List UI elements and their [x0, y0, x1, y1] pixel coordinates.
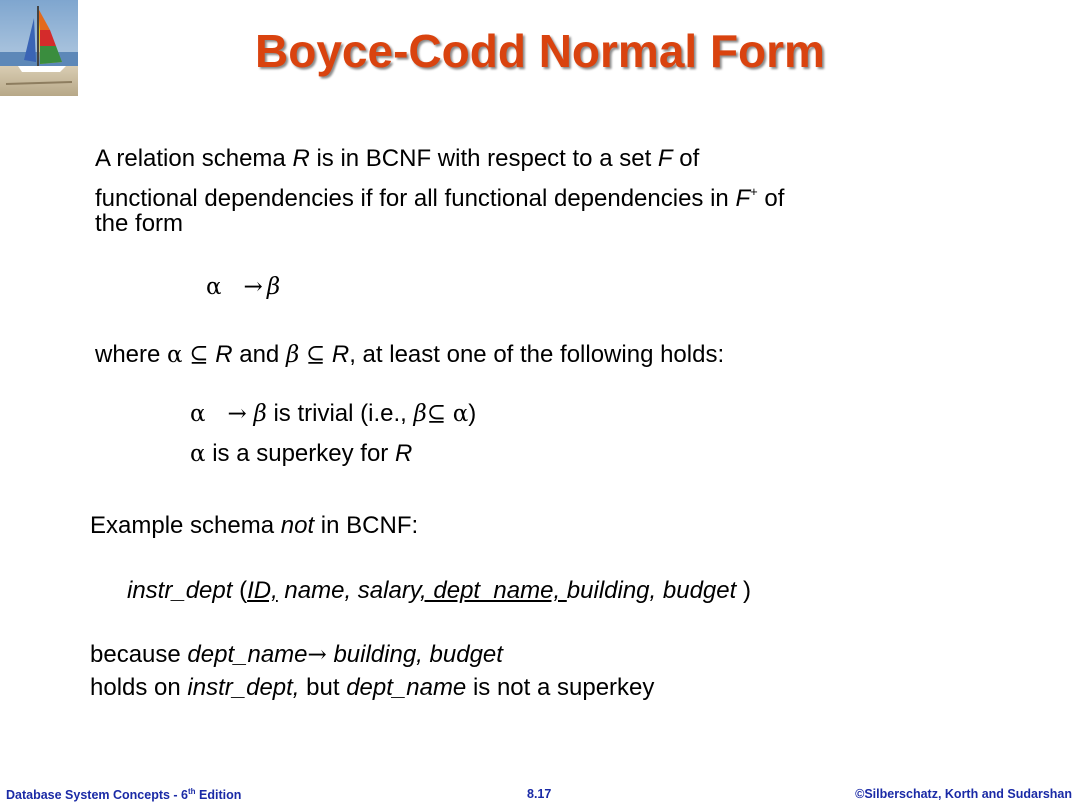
text: th [188, 787, 196, 796]
text: of [672, 145, 700, 172]
arrow-symbol: → [227, 401, 247, 427]
where-line [95, 338, 724, 372]
text: holds on [90, 674, 188, 701]
text: is not a superkey [466, 674, 655, 701]
text: Database System Concepts - 6 [6, 788, 189, 802]
arrow-symbol: → [307, 642, 327, 668]
fd-rhs: building, budget [326, 641, 503, 668]
var-R: R [331, 341, 350, 368]
subset-symbol: ⊆ [189, 342, 209, 368]
text: is in BCNF with respect to a set [309, 145, 658, 172]
relation-name: instr_dept [127, 577, 233, 604]
relation-name: instr_dept, [187, 674, 300, 701]
footer-left [6, 787, 241, 802]
schema-definition [127, 574, 751, 607]
footer-page-number: 8.17 [527, 787, 552, 801]
text: ( [232, 577, 248, 604]
subset-symbol: ⊆ [426, 401, 447, 427]
text: A relation schema [95, 145, 293, 172]
condition-trivial [190, 397, 476, 431]
alpha-symbol: α [452, 401, 469, 427]
alpha-symbol: α [206, 274, 222, 300]
text: Example schema [90, 512, 281, 539]
var-F: F [735, 185, 751, 212]
var-F: F [657, 145, 673, 172]
text: in BCNF: [314, 512, 419, 539]
beta-symbol: β [285, 342, 300, 368]
alpha-symbol: α [190, 441, 206, 467]
slide-title: Boyce-Codd Normal Form [255, 25, 825, 77]
var-R: R [292, 145, 310, 172]
key-attr-dept-name: , dept_name, [420, 577, 567, 604]
text: because [90, 641, 188, 668]
attr-name: dept_name [346, 674, 467, 701]
because-line-2 [90, 671, 654, 704]
text: ) [736, 577, 751, 604]
fd-lhs: dept_name [187, 641, 308, 668]
because-line-1 [90, 638, 503, 672]
definition-line-1 [95, 142, 699, 175]
beta-symbol: β [253, 401, 267, 427]
beta-symbol: β [413, 401, 427, 427]
example-heading [90, 509, 418, 542]
alpha-symbol: α [190, 401, 206, 427]
text: and [232, 341, 286, 368]
closure-plus: + [750, 184, 758, 199]
arrow-symbol: → [243, 274, 263, 300]
var-R: R [394, 440, 413, 467]
beta-symbol: β [266, 274, 281, 300]
text: , at least one of the following holds: [349, 341, 725, 368]
subset-symbol: ⊆ [305, 342, 326, 368]
attrs: building, budget [566, 577, 737, 604]
text: but [299, 674, 347, 701]
var-R: R [215, 341, 233, 368]
definition-line-3: the form [95, 210, 184, 237]
emphasis-not: not [280, 512, 315, 539]
definition-line-2 [95, 175, 784, 215]
condition-superkey [190, 437, 412, 471]
text: is a superkey for [205, 440, 395, 467]
fd-formula [206, 270, 280, 304]
text: is trivial (i.e., [266, 400, 414, 427]
key-attr-id: ID, [247, 577, 278, 604]
attrs: name, salary [277, 577, 421, 604]
alpha-symbol: α [167, 342, 183, 368]
text: ) [468, 400, 477, 427]
text: functional dependencies if for all functional dependencies in [95, 185, 736, 212]
text: Edition [195, 788, 242, 802]
footer-copyright: ©Silberschatz, Korth and Sudarshan [855, 787, 1072, 801]
text: of [757, 185, 785, 212]
text: where [95, 341, 168, 368]
